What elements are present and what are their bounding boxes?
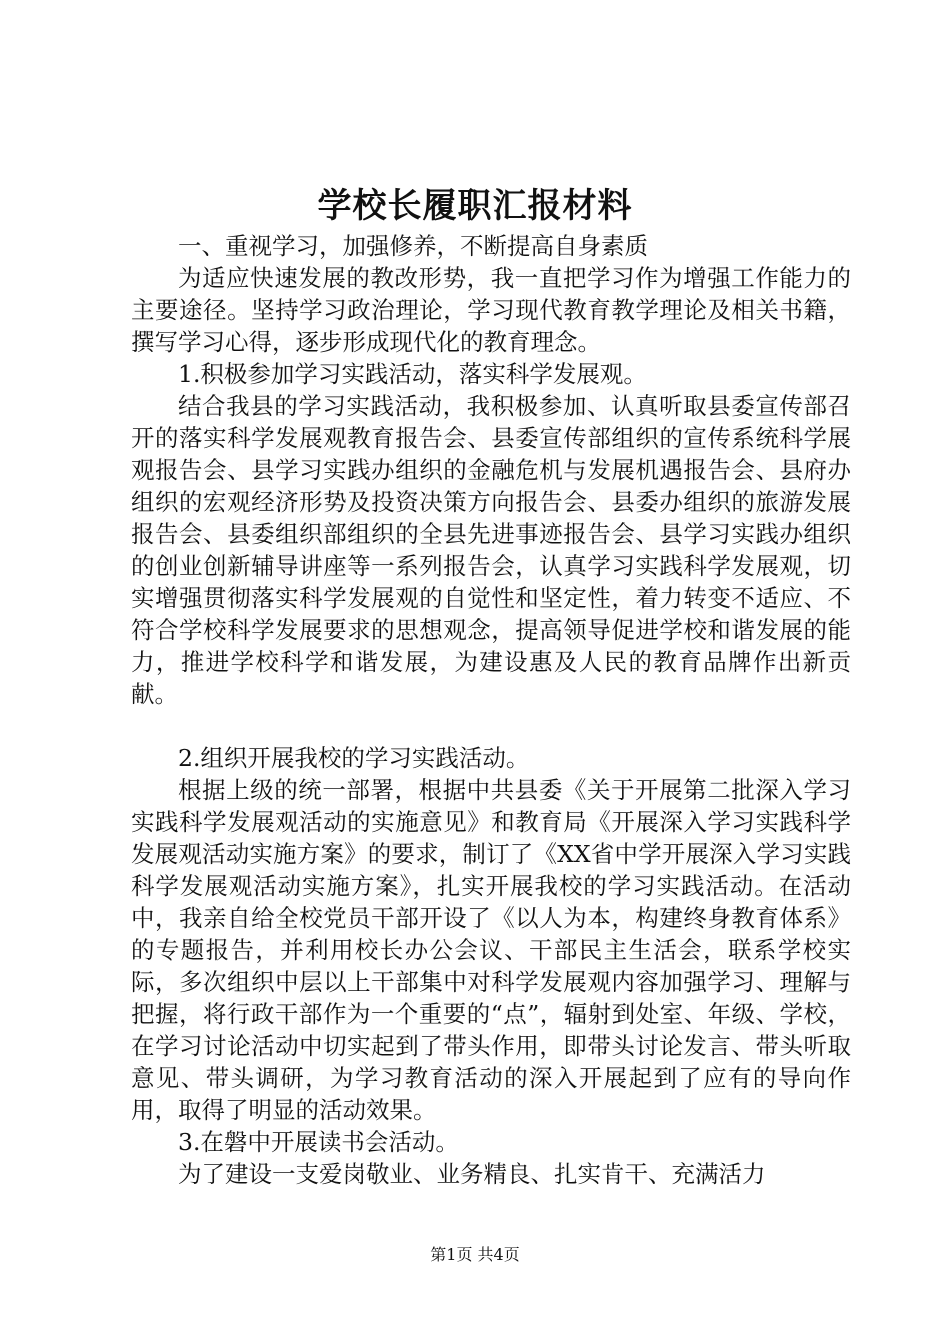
item1-body-paragraph: 结合我县的学习实践活动，我积极参加、认真听取县委宣传部召开的落实科学发展观教育报告会、县委宣传部组织的宣传系统科学展观报告会、县学习实践办组织的金融危机与发展机遇报告会、县府办组织的宏观经济形势及投资决策方向报告会、县委办组织的旅游发展报告会、县委组织部组织的全县先进事迹报告会、县学习实践办组织的创业创新辅导讲座等一系列报告会，认真学习实践科学发展观，切实增强贯彻落实科学发展观的自觉性和坚定性，着力转变不适应、不符合学校科学发展要求的思想观念，提高领导促进学校和谐发展的能力，推进学校科学和谐发展，为建设惠及人民的教育品牌作出新贡献。 bbox=[131, 392, 851, 708]
item3-heading: 3.在磐中开展读书会活动。 bbox=[178, 1128, 459, 1156]
document-title: 学校长履职汇报材料 bbox=[317, 186, 633, 226]
document-body bbox=[131, 230, 851, 1190]
page-footer: 第1页 共4页 bbox=[430, 1245, 520, 1264]
section1-heading: 一、重视学习，加强修养，不断提高自身素质 bbox=[178, 232, 648, 260]
paragraph-gap bbox=[131, 710, 851, 742]
item3-body-paragraph: 为了建设一支爱岗敬业、业务精良、扎实肯干、充满活力 bbox=[178, 1160, 766, 1188]
item2-body-paragraph: 根据上级的统一部署，根据中共县委《关于开展第二批深入学习实践科学发展观活动的实施意见》和教育局《开展深入学习实践科学发展观活动实施方案》的要求，制订了《XX省中学开展深入学习实践科学发展观活动实施方案》，扎实开展我校的学习实践活动。在活动中，我亲自给全校党员干部开设了《以人为本，构建终身教育体系》的专题报告，并利用校长办公会议、干部民主生活会，联系学校实际，多次组织中层以上干部集中对科学发展观内容加强学习、理解与把握，将行政干部作为一个重要的“点”，辐射到处室、年级、学校，在学习讨论活动中切实起到了带头作用，即带头讨论发言、带头听取意见、带头调研，为学习教育活动的深入开展起到了应有的导向作用，取得了明显的活动效果。 bbox=[131, 776, 851, 1124]
item2-heading: 2.组织开展我校的学习实践活动。 bbox=[178, 744, 530, 772]
item1-heading: 1.积极参加学习实践活动，落实科学发展观。 bbox=[178, 360, 647, 388]
section1-intro-paragraph: 为适应快速发展的教改形势，我一直把学习作为增强工作能力的主要途径。坚持学习政治理论，学习现代教育教学理论及相关书籍，撰写学习心得，逐步形成现代化的教育理念。 bbox=[131, 264, 851, 356]
